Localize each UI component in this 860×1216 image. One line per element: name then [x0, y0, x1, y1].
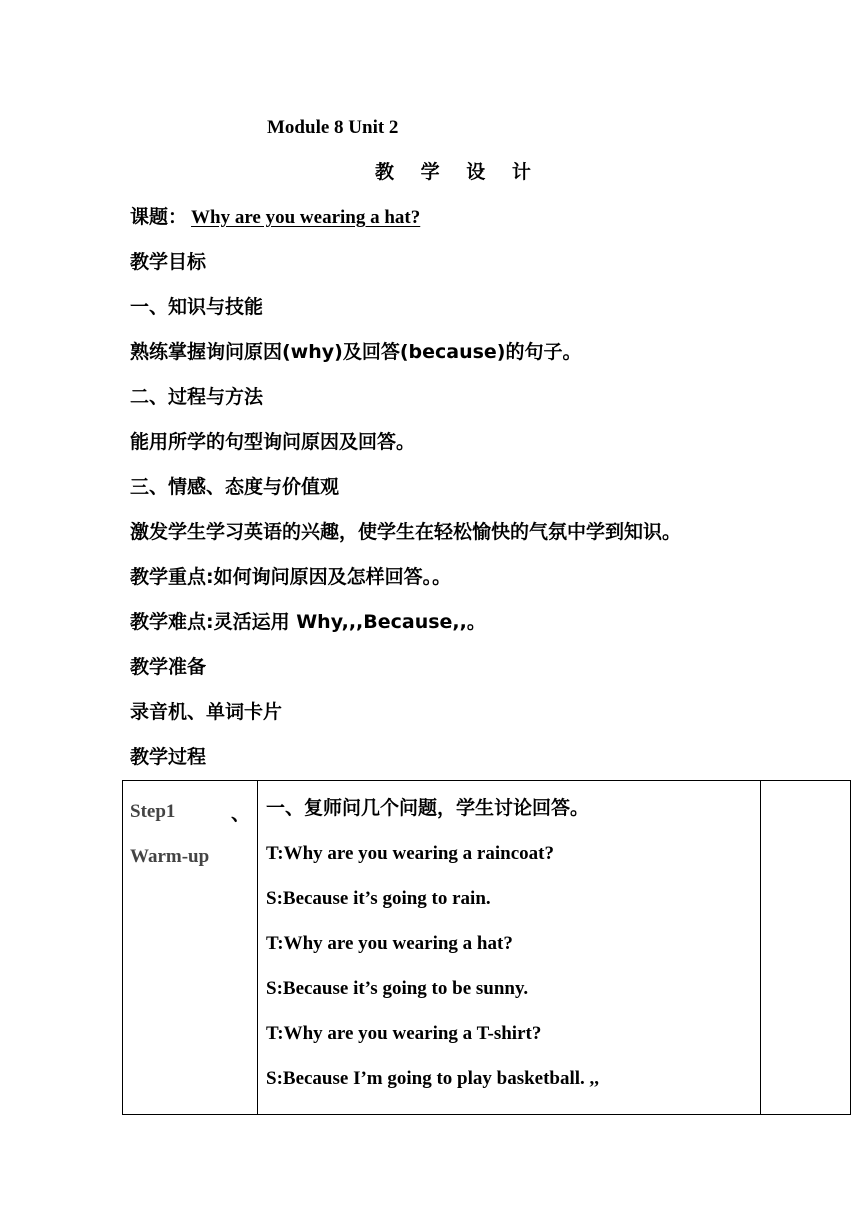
objectives-heading: 教学目标: [130, 251, 207, 273]
step-cell: [123, 781, 258, 1115]
lesson-title: [130, 208, 420, 227]
preparation-heading: 教学准备: [130, 656, 207, 678]
content-line: T:Why are you wearing a hat?: [266, 933, 513, 954]
step-separator: 、: [231, 803, 251, 825]
emotion-heading: 三、情感、态度与价值观: [130, 476, 340, 498]
content-line: S:Because I’m going to play basketball. ,,: [266, 1068, 600, 1089]
procedure-table: [122, 780, 851, 1115]
content-cell: [258, 781, 761, 1115]
knowledge-text: 熟练掌握询问原因(why)及回答(because)的句子。: [130, 341, 582, 363]
difficult-point: 教学难点:灵活运用 Why,,,Because,,。: [130, 611, 486, 633]
document-heading: 教 学 设 计: [375, 161, 541, 183]
step-number: Step1: [130, 801, 176, 822]
key-point: 教学重点:如何询问原因及怎样回答。。: [130, 566, 452, 588]
content-line: S:Because it’s going to be sunny.: [266, 978, 529, 999]
process-heading: 二、过程与方法: [130, 386, 264, 408]
preparation-text: 录音机、单词卡片: [130, 701, 283, 723]
lesson-title-value: Why are you wearing a hat?: [191, 207, 421, 228]
emotion-text: 激发学生学习英语的兴趣，使学生在轻松愉快的气氛中学到知识。: [130, 521, 682, 543]
content-line: T:Why are you wearing a raincoat?: [266, 843, 554, 864]
step-name: [130, 801, 257, 827]
knowledge-heading: 一、知识与技能: [130, 296, 264, 318]
table-row: [123, 781, 851, 1115]
content-line: S:Because it’s going to rain.: [266, 888, 491, 909]
procedure-heading: 教学过程: [130, 746, 207, 768]
content-line: 一、复师问几个问题，学生讨论回答。: [266, 797, 590, 819]
step-label: Warm-up: [130, 846, 210, 867]
module-title: Module 8 Unit 2: [267, 117, 399, 138]
lesson-title-label: 课题：: [130, 206, 188, 228]
content-line: T:Why are you wearing a T-shirt?: [266, 1023, 542, 1044]
notes-cell: [761, 781, 851, 1115]
process-text: 能用所学的句型询问原因及回答。: [130, 431, 416, 453]
